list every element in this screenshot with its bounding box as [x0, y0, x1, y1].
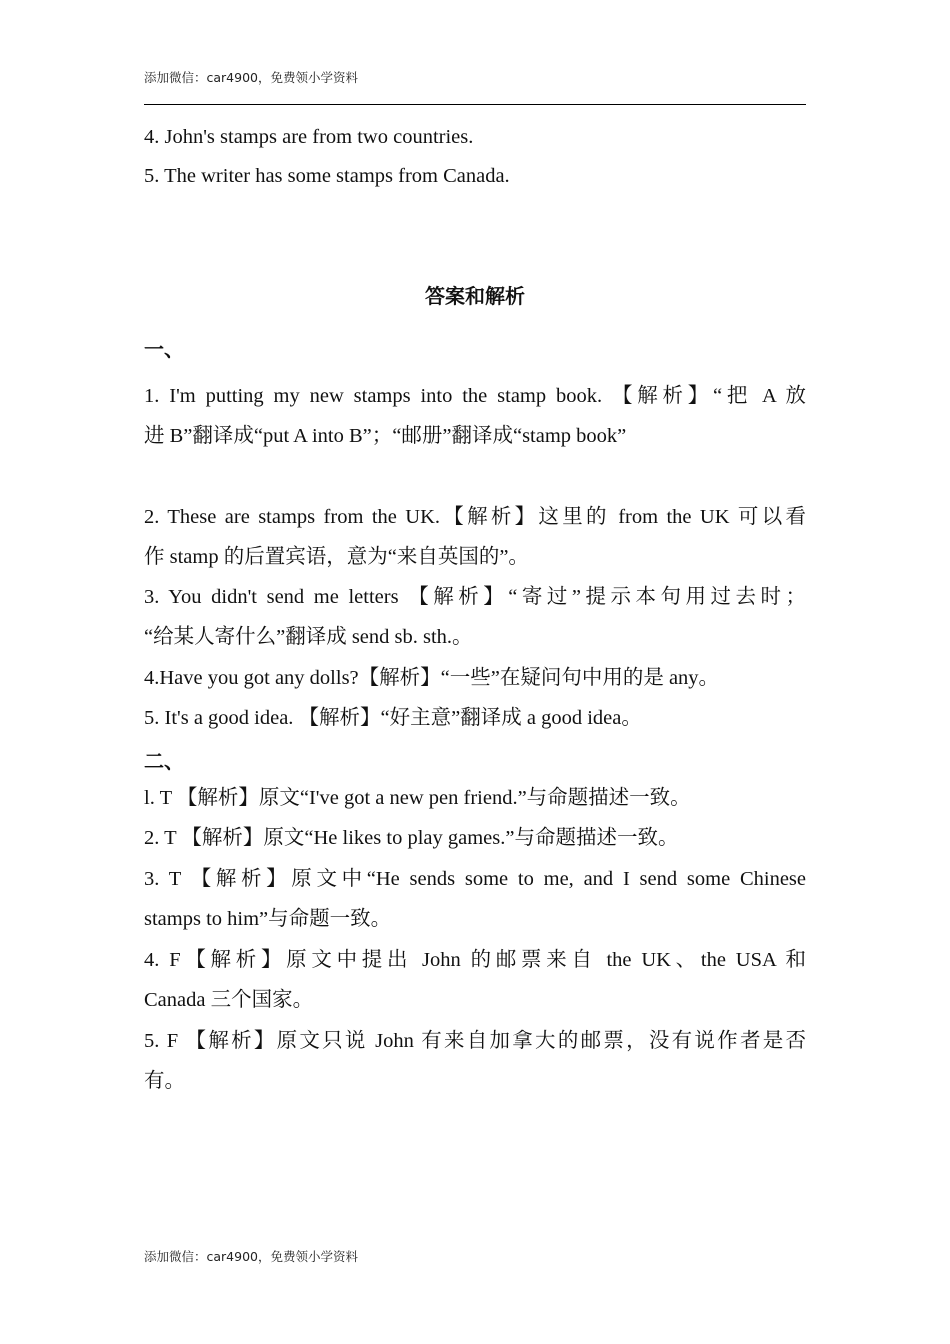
statement-5: 5. The writer has some stamps from Canada. [144, 165, 510, 187]
tf-answer-4-line-2: Canada 三个国家。 [144, 989, 314, 1011]
answer-3-line-2: “给某人寄什么”翻译成 send sb. sth.。 [144, 626, 473, 648]
section-heading-1: 一、 [144, 337, 184, 361]
answer-1-line-2: 进 B”翻译成“put A into B”；“邮册”翻译成“stamp book” [144, 425, 627, 447]
tf-answer-3-line-1: 3. T 【解析】原文中“He sends some to me, and I send some Chinese [144, 868, 806, 890]
answers-title: 答案和解析 [425, 284, 525, 308]
header-note: 添加微信：car4900，免费领小学资料 [144, 70, 358, 85]
answer-1-line-1: 1. I'm putting my new stamps into the stamp book. 【解析】“把 A 放 [144, 385, 806, 407]
answer-5-line: 5. It's a good idea. 【解析】“好主意”翻译成 a good idea。 [144, 707, 642, 729]
tf-answer-1: l. T 【解析】原文“I've got a new pen friend.”与命题描述一致。 [144, 787, 691, 809]
answer-2-line-2: 作 stamp 的后置宾语，意为“来自英国的”。 [144, 546, 529, 568]
tf-answer-3-line-2: stamps to him”与命题一致。 [144, 908, 392, 930]
answer-3-line-1: 3. You didn't send me letters 【解析】“寄过”提示本句用过去时； [144, 586, 806, 608]
tf-answer-2: 2. T 【解析】原文“He likes to play games.”与命题描述一致。 [144, 827, 679, 849]
tf-answer-5-line-2: 有。 [144, 1070, 185, 1092]
statement-4: 4. John's stamps are from two countries. [144, 126, 474, 148]
header-divider [144, 104, 806, 105]
tf-answer-4-line-1: 4. F【解析】原文中提出 John 的邮票来自 the UK、the USA 和 [144, 949, 806, 971]
footer-note: 添加微信：car4900，免费领小学资料 [144, 1249, 358, 1264]
section-heading-2: 二、 [144, 749, 184, 773]
answer-4-line: 4.Have you got any dolls?【解析】“一些”在疑问句中用的是 any。 [144, 667, 720, 689]
tf-answer-5-line-1: 5. F 【解析】原文只说 John 有来自加拿大的邮票，没有说作者是否 [144, 1030, 806, 1052]
answer-2-line-1: 2. These are stamps from the UK.【解析】这里的 from the UK 可以看 [144, 506, 806, 528]
